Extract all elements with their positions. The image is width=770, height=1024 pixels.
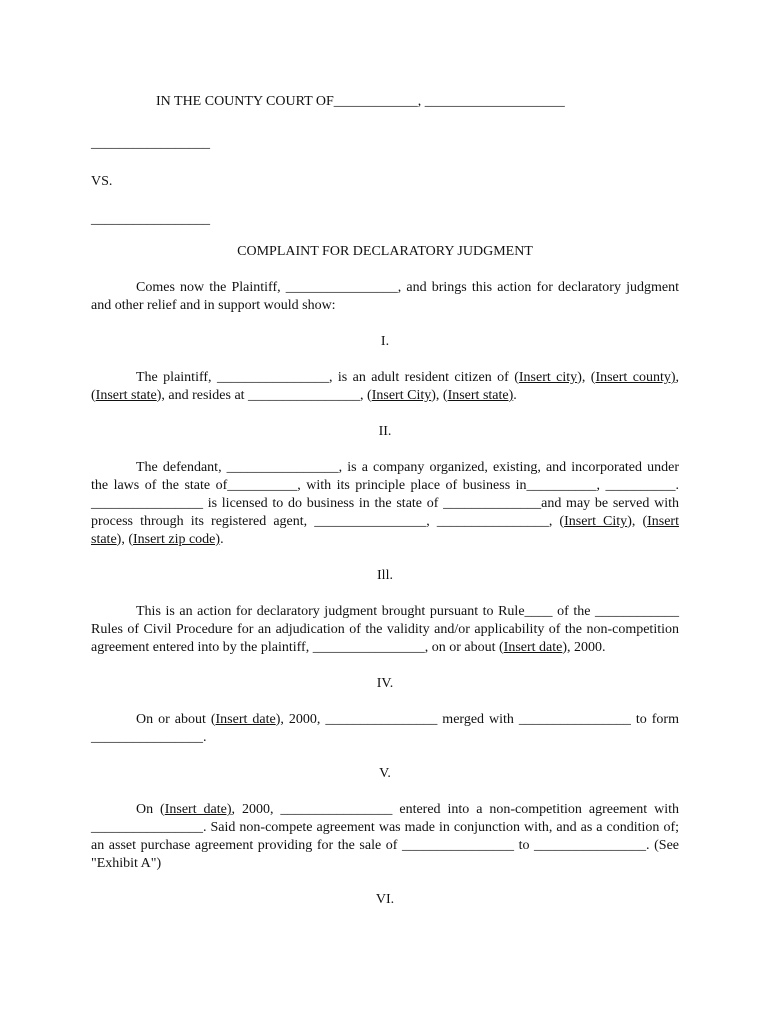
insert-city-placeholder: Insert City	[371, 388, 432, 403]
section-numeral-4: IV.	[376, 676, 394, 691]
insert-state-placeholder: Insert state)	[447, 388, 514, 403]
insert-date-placeholder: Insert date	[215, 712, 276, 727]
paragraph-defendant: The defendant, ________________, is a company organized, existing, and incorporated under the laws of the state of__________, with its principle place of business in__________, __________. ________________ is licensed to do business in the state of ______________and may be served with process through its registered agent, ________________, ________________, (Insert City), (Insert state), (Insert zip code).	[91, 460, 679, 547]
paragraph-action: This is an action for declaratory judgment brought pursuant to Rule____ of the ____________ Rules of Civil Procedure for an adjudication of the validity and/or applicability of the non-competition agreement entered into by the plaintiff, ________________, on or about (Insert date), 2000.	[91, 604, 679, 655]
insert-county-placeholder: Insert county)	[595, 370, 676, 385]
intro-paragraph: Comes now the Plaintiff, ________________, and brings this action for declaratory judgment and other relief and in support would show:	[91, 280, 679, 313]
section-numeral-5: V.	[379, 766, 391, 781]
versus-label: VS.	[91, 174, 113, 189]
paragraph-agreement: On (Insert date), 2000, ________________ entered into a non-competition agreement with ________________. Said non-compete agreement was made in conjunction with, and as a condition of; an asset purchase agreement providing for the sale of ________________ to ________________. (See "Exhibit A")	[91, 802, 679, 871]
paragraph-merger: On or about (Insert date), 2000, ________________ merged with ________________ to form ________________.	[91, 712, 679, 745]
section-numeral-6: VI.	[375, 892, 395, 907]
insert-date-placeholder: Insert date	[503, 640, 563, 655]
section-numeral-3: Ill.	[377, 568, 393, 583]
insert-date-placeholder: Insert date)	[164, 802, 232, 817]
defendant-name-line: _________________	[91, 212, 210, 227]
document-body	[91, 93, 679, 909]
document-title: COMPLAINT FOR DECLARATORY JUDGMENT	[237, 244, 533, 259]
insert-zip-placeholder: Insert zip code)	[132, 532, 221, 547]
section-numeral-1: I.	[380, 334, 390, 349]
court-heading: IN THE COUNTY COURT OF____________, ____________________	[156, 94, 565, 109]
plaintiff-name-line: _________________	[91, 136, 210, 151]
insert-state-placeholder: Insert state	[91, 514, 679, 547]
insert-city-placeholder: Insert city	[518, 370, 578, 385]
paragraph-plaintiff: The plaintiff, ________________, is an adult resident citizen of (Insert city), (Insert county), (Insert state), and resides at ________________, (Insert City), (Insert state).	[91, 370, 679, 403]
insert-state-placeholder: Insert state	[95, 388, 157, 403]
insert-city-placeholder: Insert City	[564, 514, 628, 529]
section-numeral-2: II.	[378, 424, 392, 439]
